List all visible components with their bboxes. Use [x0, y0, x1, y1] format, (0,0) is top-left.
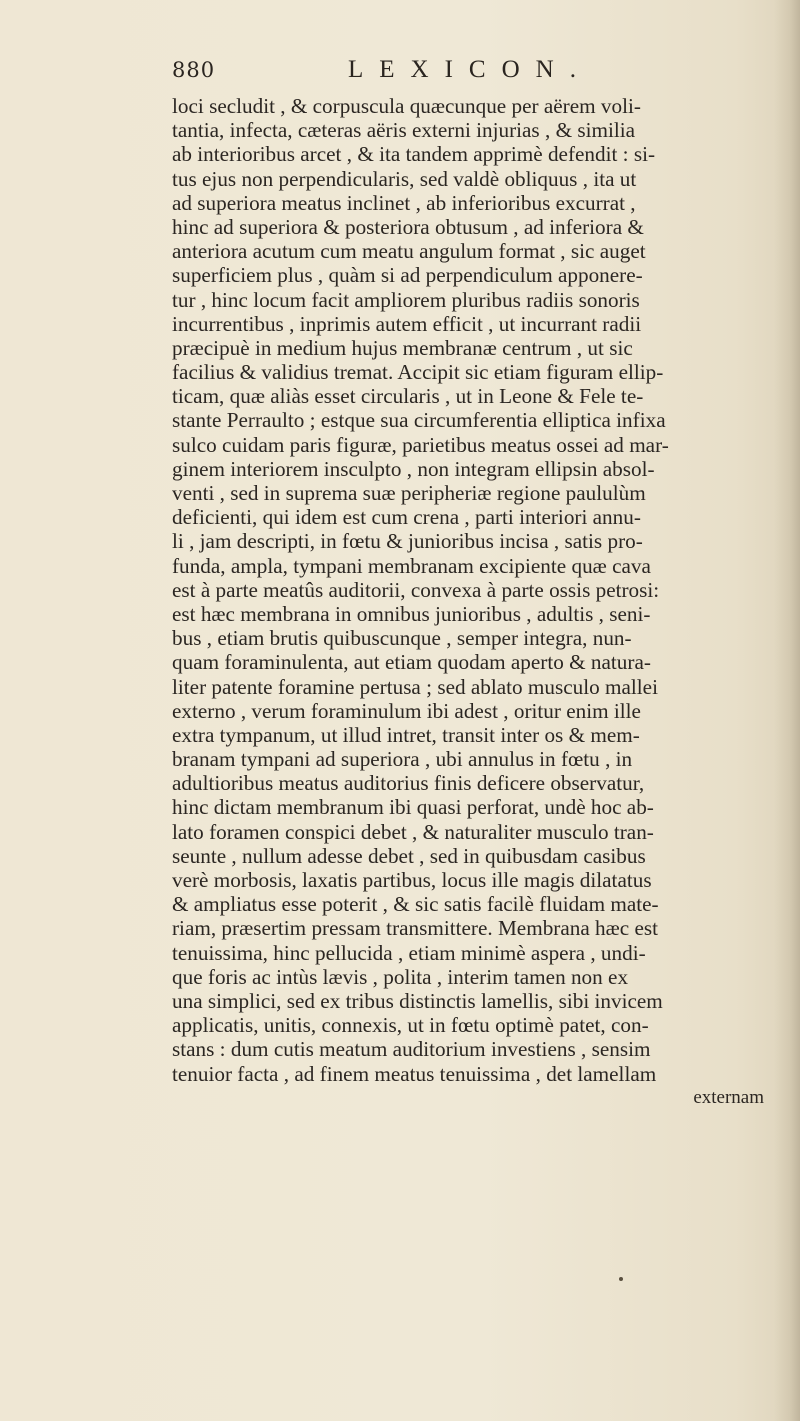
- text-line: li , jam descripti, in fœtu & junioribus incisa , satis pro-: [172, 529, 643, 554]
- text-line: riam, præsertim pressam transmittere. Membrana hæc est: [172, 916, 658, 941]
- text-line: funda, ampla, tympani membranam excipiente quæ cava: [172, 553, 651, 578]
- body-text: [172, 94, 794, 1110]
- text-line: est hæc membrana in omnibus junioribus , adultis , seni-: [172, 601, 651, 626]
- text-line: præcipuè in medium hujus membranæ centrum , ut sic: [172, 335, 633, 360]
- text-line: hinc ad superiora & posteriora obtusum , ad inferiora &: [172, 214, 644, 239]
- text-line: externo , verum foraminulum ibi adest , oritur enim ille: [172, 698, 641, 723]
- text-line: incurrentibus , inprimis autem efficit , ut incurrant radii: [172, 311, 642, 336]
- text-line: stante Perraulto ; estque sua circumferentia elliptica infixa: [172, 408, 666, 433]
- text-line: tenuissima, hinc pellucida , etiam minimè aspera , undi-: [172, 940, 646, 965]
- text-line: ticam, quæ aliàs esset circularis , ut in Leone & Fele te-: [172, 384, 644, 409]
- text-line: que foris ac intùs lævis , polita , interim tamen non ex: [172, 964, 629, 989]
- text-line: & ampliatus esse poterit , & sic satis facilè fluidam mate-: [172, 892, 659, 917]
- text-line: una simplici, sed ex tribus distinctis lamellis, sibi invicem: [172, 988, 663, 1013]
- catchword: externam: [693, 1086, 764, 1108]
- text-line: lato foramen conspici debet , & naturaliter musculo tran-: [172, 819, 654, 844]
- text-line: verè morbosis, laxatis partibus, locus ille magis dilatatus: [172, 868, 652, 892]
- text-line: ginem interiorem insculpto , non integram ellipsin absol-: [172, 456, 655, 481]
- text-line: ad superiora meatus inclinet , ab inferioribus excurrat ,: [172, 190, 636, 215]
- text-line: extra tympanum, ut illud intret, transit inter os & mem-: [172, 722, 640, 747]
- text-line: ab interioribus arcet , & ita tandem apprimè defendit : si-: [172, 142, 656, 167]
- running-title: LEXICON.: [348, 56, 592, 83]
- text-line: adultioribus meatus auditorius finis deficere observatur,: [172, 771, 645, 796]
- text-line: seunte , nullum adesse debet , sed in quibusdam casibus: [172, 843, 646, 868]
- ink-speck: [619, 1277, 623, 1281]
- text-line: tenuior facta , ad finem meatus tenuissima , det lamellam: [172, 1061, 657, 1086]
- page-header: [172, 58, 772, 92]
- text-line: sulco cuidam paris figuræ, parietibus meatus ossei ad mar-: [172, 432, 669, 457]
- text-line: tus ejus non perpendicularis, sed valdè obliquus , ita ut: [172, 166, 637, 191]
- text-line: tur , hinc locum facit ampliorem pluribus radiis sonoris: [172, 287, 640, 312]
- text-line: bus , etiam brutis quibuscunque , semper integra, nun-: [172, 626, 632, 651]
- text-line: hinc dictam membranum ibi quasi perforat, undè hoc ab-: [172, 795, 654, 820]
- text-line: venti , sed in suprema suæ peripheriæ regione paululùm: [172, 481, 646, 505]
- text-line: applicatis, unitis, connexis, ut in fœtu optimè patet, con-: [172, 1013, 649, 1038]
- text-line: loci secludit , & corpuscula quæcunque per aërem voli-: [172, 94, 641, 118]
- text-line: facilius & validius tremat. Accipit sic etiam figuram ellip-: [172, 360, 664, 385]
- text-line: branam tympani ad superiora , ubi annulus in fœtu , in: [172, 747, 633, 772]
- text-line: stans : dum cutis meatum auditorium investiens , sensim: [172, 1037, 651, 1062]
- text-line: anteriora acutum cum meatu angulum format , sic auget: [172, 239, 646, 264]
- page-number: 880: [172, 58, 216, 82]
- text-line: tantia, infecta, cæteras aëris externi injurias , & similia: [172, 118, 636, 143]
- text-line: superficiem plus , quàm si ad perpendiculum apponere-: [172, 263, 643, 288]
- text-line: est à parte meatûs auditorii, convexa à parte ossis petrosi:: [172, 577, 660, 602]
- text-line: liter patente foramine pertusa ; sed ablato musculo mallei: [172, 674, 658, 699]
- text-line: deficienti, qui idem est cum crena , parti interiori annu-: [172, 505, 641, 530]
- text-line: quam foraminulenta, aut etiam quodam aperto & natura-: [172, 650, 651, 675]
